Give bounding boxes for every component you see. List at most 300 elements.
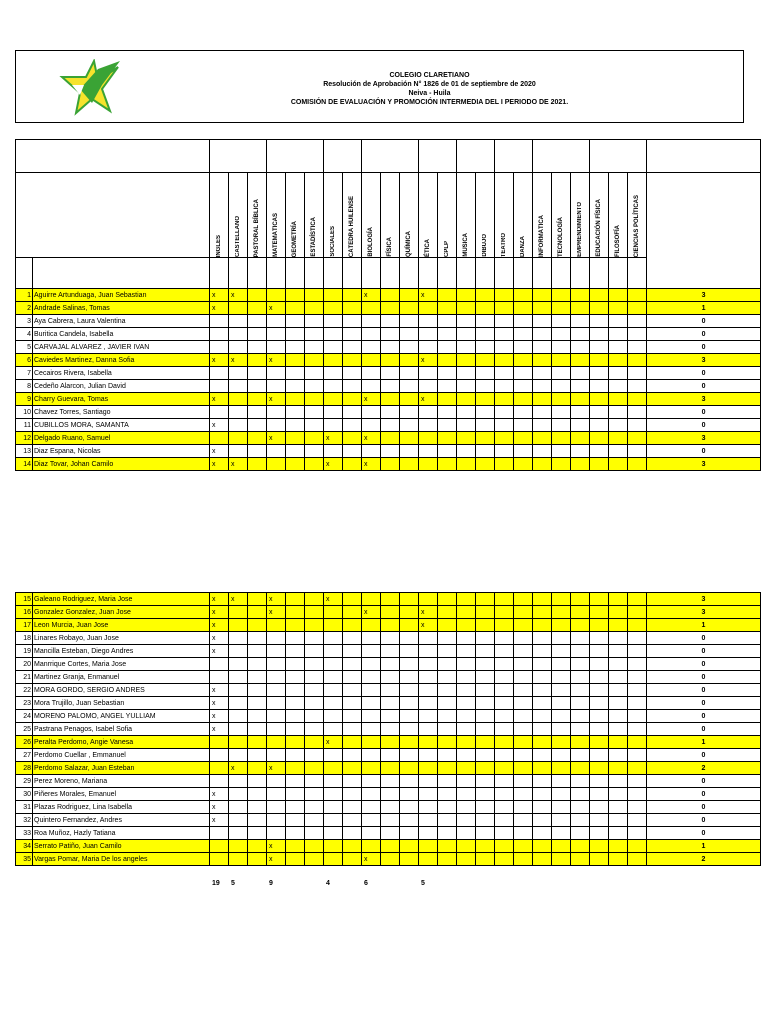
- subject-mark: [267, 749, 286, 762]
- subject-mark: [628, 762, 647, 775]
- area-name: [267, 140, 324, 173]
- subject-mark: [267, 367, 286, 380]
- subject-mark: [210, 367, 229, 380]
- subject-mark: [267, 632, 286, 645]
- failed-subjects-total: 0: [647, 697, 761, 710]
- subject-mark: [343, 645, 362, 658]
- subject-mark: [609, 749, 628, 762]
- student-name: Linares Robayo, Juan Jose: [33, 632, 210, 645]
- area-label: [16, 140, 210, 173]
- subject-mark: [343, 723, 362, 736]
- subject-mark: [419, 775, 438, 788]
- subject-blank: [381, 258, 400, 289]
- subject-mark: [305, 840, 324, 853]
- subject-blank: [590, 258, 609, 289]
- subject-mark: [571, 697, 590, 710]
- subject-mark: [286, 606, 305, 619]
- subject-mark: [362, 645, 381, 658]
- subject-mark: [476, 419, 495, 432]
- subject-mark: [267, 723, 286, 736]
- subject-mark: [476, 814, 495, 827]
- subject-mark: [324, 302, 343, 315]
- student-name: Andrade Salinas, Tomas: [33, 302, 210, 315]
- subject-mark: [305, 645, 324, 658]
- subject-name: CÁTEDRA HUILENSE: [348, 195, 355, 257]
- subject-mark: [305, 684, 324, 697]
- student-name: Gonzalez Gonzalez, Juan Jose: [33, 606, 210, 619]
- subject-mark: [229, 406, 248, 419]
- subject-mark: [305, 632, 324, 645]
- student-row: [16, 814, 761, 827]
- subject-mark: [400, 289, 419, 302]
- subject-mark: [362, 619, 381, 632]
- subject-mark: [457, 814, 476, 827]
- subject-mark: [343, 840, 362, 853]
- subject-mark: [628, 315, 647, 328]
- subject-mark: [628, 380, 647, 393]
- subject-mark: [362, 684, 381, 697]
- student-number: 26: [16, 736, 33, 749]
- subject-mark: [229, 723, 248, 736]
- subject-mark: [267, 671, 286, 684]
- student-name: Serrato Patiño, Juan Camilo: [33, 840, 210, 853]
- subject-mark: [286, 445, 305, 458]
- subject-mark: [495, 645, 514, 658]
- subject-mark: [476, 749, 495, 762]
- subject-mark: [305, 315, 324, 328]
- subject-mark: [514, 380, 533, 393]
- subject-mark: [419, 341, 438, 354]
- area-name: [419, 140, 457, 173]
- subject-mark: [248, 432, 267, 445]
- subject-mark: [248, 775, 267, 788]
- subject-mark: [514, 671, 533, 684]
- subject-name: INFORMÁTICA: [538, 215, 545, 257]
- subject-mark: [609, 367, 628, 380]
- subject-mark: [533, 723, 552, 736]
- names-label: [33, 258, 210, 289]
- subject-mark: [324, 645, 343, 658]
- subject-mark: [400, 606, 419, 619]
- student-name: Buritica Candela, Isabella: [33, 328, 210, 341]
- subject-mark: [362, 671, 381, 684]
- subject-mark: [438, 432, 457, 445]
- area-row: [16, 140, 761, 173]
- student-name: Aya Cabrera, Laura Valentina: [33, 315, 210, 328]
- failed-subjects-total: 2: [647, 853, 761, 866]
- student-number: 9: [16, 393, 33, 406]
- subject-mark: [514, 354, 533, 367]
- form-code: [647, 140, 761, 173]
- subject-mark: [590, 697, 609, 710]
- subject-mark: [609, 840, 628, 853]
- document-header: [15, 50, 744, 123]
- subject-mark: [324, 749, 343, 762]
- subject-mark: [324, 393, 343, 406]
- subject-mark: [495, 354, 514, 367]
- student-number: 35: [16, 853, 33, 866]
- student-name: Perdomo Cuellar , Emmanuel: [33, 749, 210, 762]
- subject-mark: [571, 419, 590, 432]
- subject-mark: [609, 632, 628, 645]
- subject-mark: [305, 445, 324, 458]
- subject-mark: [476, 606, 495, 619]
- subject-mark: [305, 775, 324, 788]
- subject-mark: [286, 697, 305, 710]
- subject-mark: [533, 432, 552, 445]
- student-number: 5: [16, 341, 33, 354]
- subject-mark: [609, 354, 628, 367]
- subject-mark: [628, 775, 647, 788]
- subject-mark: [514, 853, 533, 866]
- subject-mark: [267, 619, 286, 632]
- failed-subjects-total: 0: [647, 749, 761, 762]
- subject-mark: [286, 406, 305, 419]
- subject-mark: [381, 354, 400, 367]
- subject-header: [343, 173, 362, 258]
- subject-mark: [533, 458, 552, 471]
- subject-mark: x: [210, 684, 229, 697]
- subject-mark: [438, 736, 457, 749]
- subject-mark: [552, 697, 571, 710]
- subject-mark: [571, 593, 590, 606]
- subject-mark: [514, 684, 533, 697]
- subject-mark: [495, 853, 514, 866]
- failed-subjects-total: 0: [647, 367, 761, 380]
- subject-mark: [552, 762, 571, 775]
- student-row: [16, 606, 761, 619]
- subject-mark: [495, 367, 514, 380]
- area-name: [457, 140, 495, 173]
- subject-mark: [305, 723, 324, 736]
- evaluation-table-part-1: [15, 139, 761, 471]
- subject-mark: [362, 801, 381, 814]
- failed-subjects-total: 0: [647, 827, 761, 840]
- subject-mark: [552, 367, 571, 380]
- subject-mark: [229, 419, 248, 432]
- subject-mark: [343, 801, 362, 814]
- subject-mark: [590, 419, 609, 432]
- subject-mark: [609, 814, 628, 827]
- subject-mark: [609, 762, 628, 775]
- subject-mark: [229, 658, 248, 671]
- subject-mark: [533, 853, 552, 866]
- subject-mark: [495, 840, 514, 853]
- subject-mark: [590, 445, 609, 458]
- failed-subjects-total: 3: [647, 593, 761, 606]
- subject-mark: [533, 380, 552, 393]
- subject-mark: [305, 458, 324, 471]
- subject-mark: [419, 710, 438, 723]
- subject-mark: [305, 419, 324, 432]
- subject-mark: [248, 380, 267, 393]
- student-name: Diaz Espana, Nicolas: [33, 445, 210, 458]
- subject-mark: [248, 445, 267, 458]
- subject-mark: [286, 341, 305, 354]
- subject-name: PASTORAL BÍBLICA: [253, 198, 260, 257]
- subject-mark: [229, 380, 248, 393]
- subject-mark: [381, 762, 400, 775]
- student-row: [16, 736, 761, 749]
- subject-mark: [457, 406, 476, 419]
- subject-mark: [457, 658, 476, 671]
- subject-mark: [438, 658, 457, 671]
- subject-mark: [571, 645, 590, 658]
- subject-mark: [248, 302, 267, 315]
- subject-mark: [571, 788, 590, 801]
- subject-mark: [438, 458, 457, 471]
- subject-mark: [552, 749, 571, 762]
- subject-mark: [609, 289, 628, 302]
- subject-mark: [438, 684, 457, 697]
- subject-mark: [343, 814, 362, 827]
- subject-mark: [229, 432, 248, 445]
- subject-mark: [362, 697, 381, 710]
- subject-mark: [267, 445, 286, 458]
- subject-mark: [324, 632, 343, 645]
- subject-mark: [609, 736, 628, 749]
- subject-mark: [533, 827, 552, 840]
- subject-mark: [533, 367, 552, 380]
- subject-mark: [628, 289, 647, 302]
- subject-mark: [229, 393, 248, 406]
- subject-mark: [495, 697, 514, 710]
- subject-mark: [343, 354, 362, 367]
- subject-mark: [267, 684, 286, 697]
- subject-blank: [362, 258, 381, 289]
- subject-mark: x: [362, 393, 381, 406]
- subject-mark: [305, 749, 324, 762]
- area-name: [362, 140, 419, 173]
- subject-mark: [248, 853, 267, 866]
- subject-mark: [229, 315, 248, 328]
- subject-mark: [495, 749, 514, 762]
- subject-mark: [267, 710, 286, 723]
- subject-name: TEATRO: [500, 232, 507, 257]
- subject-mark: [343, 775, 362, 788]
- student-number: 14: [16, 458, 33, 471]
- subject-mark: [419, 853, 438, 866]
- subject-mark: [571, 723, 590, 736]
- subject-mark: [571, 632, 590, 645]
- subject-mark: [533, 315, 552, 328]
- subject-mark: [362, 315, 381, 328]
- subject-mark: [476, 619, 495, 632]
- subject-mark: [552, 380, 571, 393]
- subject-mark: [457, 853, 476, 866]
- subject-mark: [457, 697, 476, 710]
- subject-mark: [343, 684, 362, 697]
- subject-mark: x: [419, 393, 438, 406]
- subject-mark: [628, 619, 647, 632]
- subject-mark: [438, 749, 457, 762]
- subject-mark: [457, 775, 476, 788]
- subject-mark: [438, 328, 457, 341]
- subject-mark: [571, 354, 590, 367]
- subject-mark: [381, 749, 400, 762]
- subject-mark: [476, 593, 495, 606]
- student-name: Vargas Pomar, Maria De los angeles: [33, 853, 210, 866]
- subject-mark: [419, 723, 438, 736]
- student-name: Diaz Tovar, Johan Camilo: [33, 458, 210, 471]
- subject-mark: [229, 606, 248, 619]
- failed-subjects-total: 0: [647, 419, 761, 432]
- subject-mark: [362, 593, 381, 606]
- subject-mark: [476, 393, 495, 406]
- subject-mark: [514, 749, 533, 762]
- subject-mark: [305, 606, 324, 619]
- subject-mark: [343, 406, 362, 419]
- subject-mark: [457, 458, 476, 471]
- subject-mark: [248, 367, 267, 380]
- subject-mark: x: [210, 458, 229, 471]
- subject-mark: [381, 697, 400, 710]
- subject-mark: [628, 419, 647, 432]
- subject-mark: [495, 658, 514, 671]
- subject-mark: [362, 632, 381, 645]
- subject-mark: [476, 736, 495, 749]
- subject-mark: [324, 762, 343, 775]
- subject-mark: [286, 380, 305, 393]
- subject-mark: [267, 814, 286, 827]
- subject-mark: [229, 619, 248, 632]
- subject-mark: [590, 827, 609, 840]
- subject-mark: [362, 775, 381, 788]
- subject-name: CIENCIAS POLÍTICAS: [633, 194, 640, 257]
- failed-subjects-total: 3: [647, 458, 761, 471]
- subject-mark: [609, 723, 628, 736]
- subject-mark: [476, 354, 495, 367]
- subject-mark: [267, 419, 286, 432]
- subject-name: FILOSOFÍA: [614, 225, 621, 257]
- subject-mark: x: [210, 593, 229, 606]
- student-name: Aguirre Artunduaga, Juan Sebastian: [33, 289, 210, 302]
- subject-mark: [400, 645, 419, 658]
- subject-mark: [552, 619, 571, 632]
- subject-mark: [210, 840, 229, 853]
- subject-mark: [590, 814, 609, 827]
- subject-mark: [533, 354, 552, 367]
- subject-mark: [267, 645, 286, 658]
- subject-mark: [362, 406, 381, 419]
- subject-mark: [628, 749, 647, 762]
- subject-mark: [267, 788, 286, 801]
- failed-subjects-total: 0: [647, 380, 761, 393]
- subject-mark: [248, 632, 267, 645]
- subject-mark: [381, 432, 400, 445]
- subject-mark: [476, 341, 495, 354]
- subject-header: [400, 173, 419, 258]
- subject-mark: [590, 645, 609, 658]
- subject-mark: [305, 801, 324, 814]
- student-row: [16, 801, 761, 814]
- subject-mark: [343, 328, 362, 341]
- subject-header: [438, 173, 457, 258]
- subject-mark: [609, 328, 628, 341]
- subject-mark: [267, 697, 286, 710]
- subject-mark: [514, 801, 533, 814]
- subject-mark: [476, 840, 495, 853]
- student-number: 25: [16, 723, 33, 736]
- subject-mark: [419, 658, 438, 671]
- subject-mark: [343, 619, 362, 632]
- subject-header: [229, 173, 248, 258]
- subject-mark: [400, 380, 419, 393]
- subject-mark: [476, 632, 495, 645]
- subject-mark: [533, 840, 552, 853]
- subject-mark: [514, 788, 533, 801]
- student-row: [16, 315, 761, 328]
- subject-mark: [267, 801, 286, 814]
- subject-mark: [210, 380, 229, 393]
- subject-mark: [552, 406, 571, 419]
- student-row: [16, 840, 761, 853]
- subject-mark: [381, 736, 400, 749]
- subject-mark: [248, 814, 267, 827]
- subject-mark: [210, 671, 229, 684]
- subject-mark: [419, 840, 438, 853]
- subject-mark: [305, 814, 324, 827]
- subject-mark: [343, 302, 362, 315]
- subject-mark: [495, 723, 514, 736]
- subject-mark: [286, 684, 305, 697]
- subject-blank: [305, 258, 324, 289]
- subject-mark: [552, 723, 571, 736]
- subject-header: [571, 173, 590, 258]
- subject-mark: [343, 697, 362, 710]
- subject-mark: [210, 749, 229, 762]
- subject-mark: [552, 354, 571, 367]
- student-row: [16, 289, 761, 302]
- subject-mark: [533, 775, 552, 788]
- subject-mark: [571, 458, 590, 471]
- subject-mark: [286, 432, 305, 445]
- subject-mark: [514, 445, 533, 458]
- subject-mark: [476, 671, 495, 684]
- subject-mark: [552, 328, 571, 341]
- subject-mark: [514, 736, 533, 749]
- subject-mark: [609, 645, 628, 658]
- subject-mark: [324, 367, 343, 380]
- subject-mark: [495, 593, 514, 606]
- subject-mark: [628, 393, 647, 406]
- student-name: Peralta Perdomo, Angie Vanesa: [33, 736, 210, 749]
- subject-mark: [590, 619, 609, 632]
- subject-mark: [286, 775, 305, 788]
- subject-mark: [362, 749, 381, 762]
- column-total: 19: [212, 880, 220, 887]
- student-number: 22: [16, 684, 33, 697]
- failed-subjects-total: 3: [647, 354, 761, 367]
- subject-mark: x: [419, 354, 438, 367]
- student-row: [16, 393, 761, 406]
- number-label: [16, 258, 33, 289]
- subject-mark: [476, 315, 495, 328]
- subject-mark: [628, 632, 647, 645]
- subject-mark: [248, 736, 267, 749]
- subject-mark: [457, 840, 476, 853]
- subject-mark: [381, 619, 400, 632]
- subject-header: [457, 173, 476, 258]
- subject-mark: [267, 827, 286, 840]
- subject-mark: [343, 762, 362, 775]
- subject-mark: [305, 289, 324, 302]
- subject-mark: [552, 315, 571, 328]
- subject-mark: [438, 671, 457, 684]
- subject-name: CPLP: [443, 240, 450, 257]
- column-total: 6: [364, 880, 368, 887]
- subject-mark: [495, 419, 514, 432]
